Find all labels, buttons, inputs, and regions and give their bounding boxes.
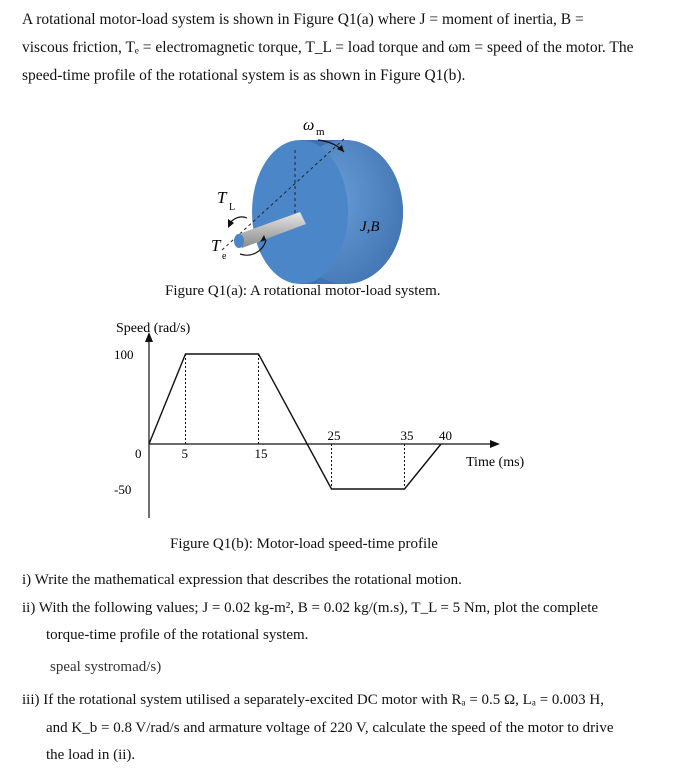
figure-a-caption: Figure Q1(a): A rotational motor-load system. (165, 283, 441, 299)
x-tick-label-35: 35 (400, 428, 414, 443)
load-torque-label: T (217, 188, 227, 207)
load-cylinder (252, 140, 403, 284)
y-axis-label: Speed (rad/s) (116, 321, 191, 336)
intro-paragraph (22, 6, 652, 90)
inertia-label: J,B (360, 219, 380, 235)
stray-text: speal systromad/s) (50, 659, 162, 675)
intro-line-3: speed-time profile of the rotational system is as shown in Figure Q1(b). (22, 67, 466, 84)
x-tick-label-5: 5 (181, 446, 188, 461)
speed-profile-line (149, 354, 441, 489)
intro-line-1: A rotational motor-load system is shown in Figure Q1(a) where J = moment of inertia, B = (22, 11, 584, 28)
em-torque-label: T (211, 236, 221, 255)
y-tick-label-100: 100 (114, 347, 134, 362)
x-axis-label: Time (ms) (466, 455, 525, 470)
question-3-line-2: and K_b = 0.8 V/rad/s and armature voltage of 220 V, calculate the speed of the motor to drive (46, 720, 614, 736)
question-2-line-2: torque-time profile of the rotational system. (46, 627, 309, 643)
x-tick-label-25: 25 (327, 428, 341, 443)
question-3-line-1: iii) If the rotational system utilised a separately-excited DC motor with Rₐ = 0.5 Ω, Lₐ = 0.003 H, (22, 692, 604, 708)
y-tick-label--50: -50 (114, 482, 132, 497)
omega-subscript: m (316, 126, 325, 138)
figure-b-caption: Figure Q1(b): Motor-load speed-time profile (170, 536, 438, 552)
omega-label: ω (303, 117, 315, 134)
load-torque-subscript: L (229, 202, 236, 213)
x-tick-label-40: 40 (439, 428, 452, 443)
x-tick-label-0: 0 (135, 446, 142, 461)
em-torque-subscript: e (222, 251, 227, 262)
question-2-line-1: ii) With the following values; J = 0.02 kg-m², B = 0.02 kg/(m.s), T_L = 5 Nm, plot the complete (22, 600, 599, 616)
x-tick-label-15: 15 (254, 446, 268, 461)
speed-time-chart (100, 318, 540, 518)
question-3-line-3: the load in (ii). (46, 747, 136, 763)
intro-line-2: viscous friction, Tₑ = electromagnetic torque, T_L = load torque and ωm = speed of the motor. The (22, 39, 634, 56)
motor-load-figure (0, 100, 673, 310)
question-1: i) Write the mathematical expression that describes the rotational motion. (22, 572, 462, 588)
